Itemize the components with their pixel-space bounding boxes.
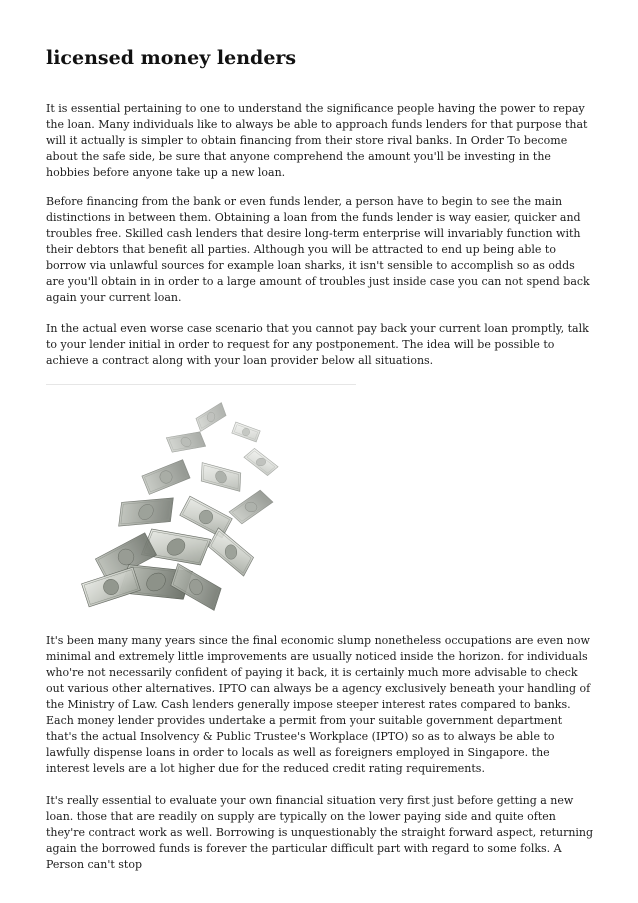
dollar-bill [244, 448, 278, 475]
paragraph-4: It's been many many years since the final economic slump nonetheless occupations are even now minimal and extremely little improvements are usually noticed inside the horizon. for individuals who're not necessarily confident of paying it back, it is certainly much more advisable to check out various other alternatives. IPTO can always be a agency exclusively beneath your handling of the Ministry of Law. Cash lenders generally impose steeper interest rates compared to banks. Each money lender provides undertake a permit from your suitable government department that's the actual Insolvency & Public Trustee's Workplace (IPTO) so as to always be able to lawfully dispense loans in order to locals as well as foreigners employed in Singapore. the interest levels are a lot higher due for the reduced credit rating requirements. [46, 634, 591, 775]
dollar-bill [229, 490, 273, 524]
dollar-bill [119, 498, 174, 526]
paragraph-5: It's really essential to evaluate your own financial situation very first just before getting a new loan. those that are readily on supply are typically on the lower paying side and quite often they're contract work as well. Borrowing is unquestionably the straight forward aspect, returning again the borrowed funds is forever the particular difficult part with regard to some folks. A Person can't stop [46, 794, 594, 871]
page-title: licensed money lenders [46, 47, 297, 69]
dollar-bill [196, 403, 226, 432]
dollar-bill [166, 432, 205, 452]
dollar-bill [180, 496, 233, 538]
dollar-bill [171, 564, 221, 611]
dollar-bill [232, 422, 260, 442]
paragraph-2: Before financing from the bank or even funds lender, a person have to begin to see the main distinctions in between them. Obtaining a loan from the funds lender is way easier, quicker and troubles free. Skilled cash lenders that desire long-term enterprise will invariably function with their debtors that benefit all parties. Although you will be attracted to end up being able to borrow via unlawful sources for example loan sharks, it isn't sensible to accomplish so as odds are you'll obtain in in order to a large amount of troubles just inside case you can not spend back again your current loan. [46, 195, 590, 304]
dollar-bill [142, 460, 190, 495]
paragraph-1: It is essential pertaining to one to understand the significance people having the power to repay the loan. Many individuals like to always be able to approach funds lenders for that purpose that will it actually is simpler to obtain financing from their store rival banks. In Order To become about the safe side, be sure that anyone comprehend the amount you'll be investing in the hobbies before anyone take up a new loan. [46, 102, 588, 179]
money-photo [46, 382, 356, 617]
dollar-bill [201, 463, 241, 492]
paragraph-3: In the actual even worse case scenario that you cannot pay back your current loan promptly, talk to your lender initial in order to request for any postponement. The idea will be possible to achieve a contract along with your loan provider below all situations. [46, 322, 589, 367]
document-page [46, 46, 594, 871]
flying-dollar-bills-image [46, 382, 356, 617]
dollar-bill [208, 528, 253, 576]
